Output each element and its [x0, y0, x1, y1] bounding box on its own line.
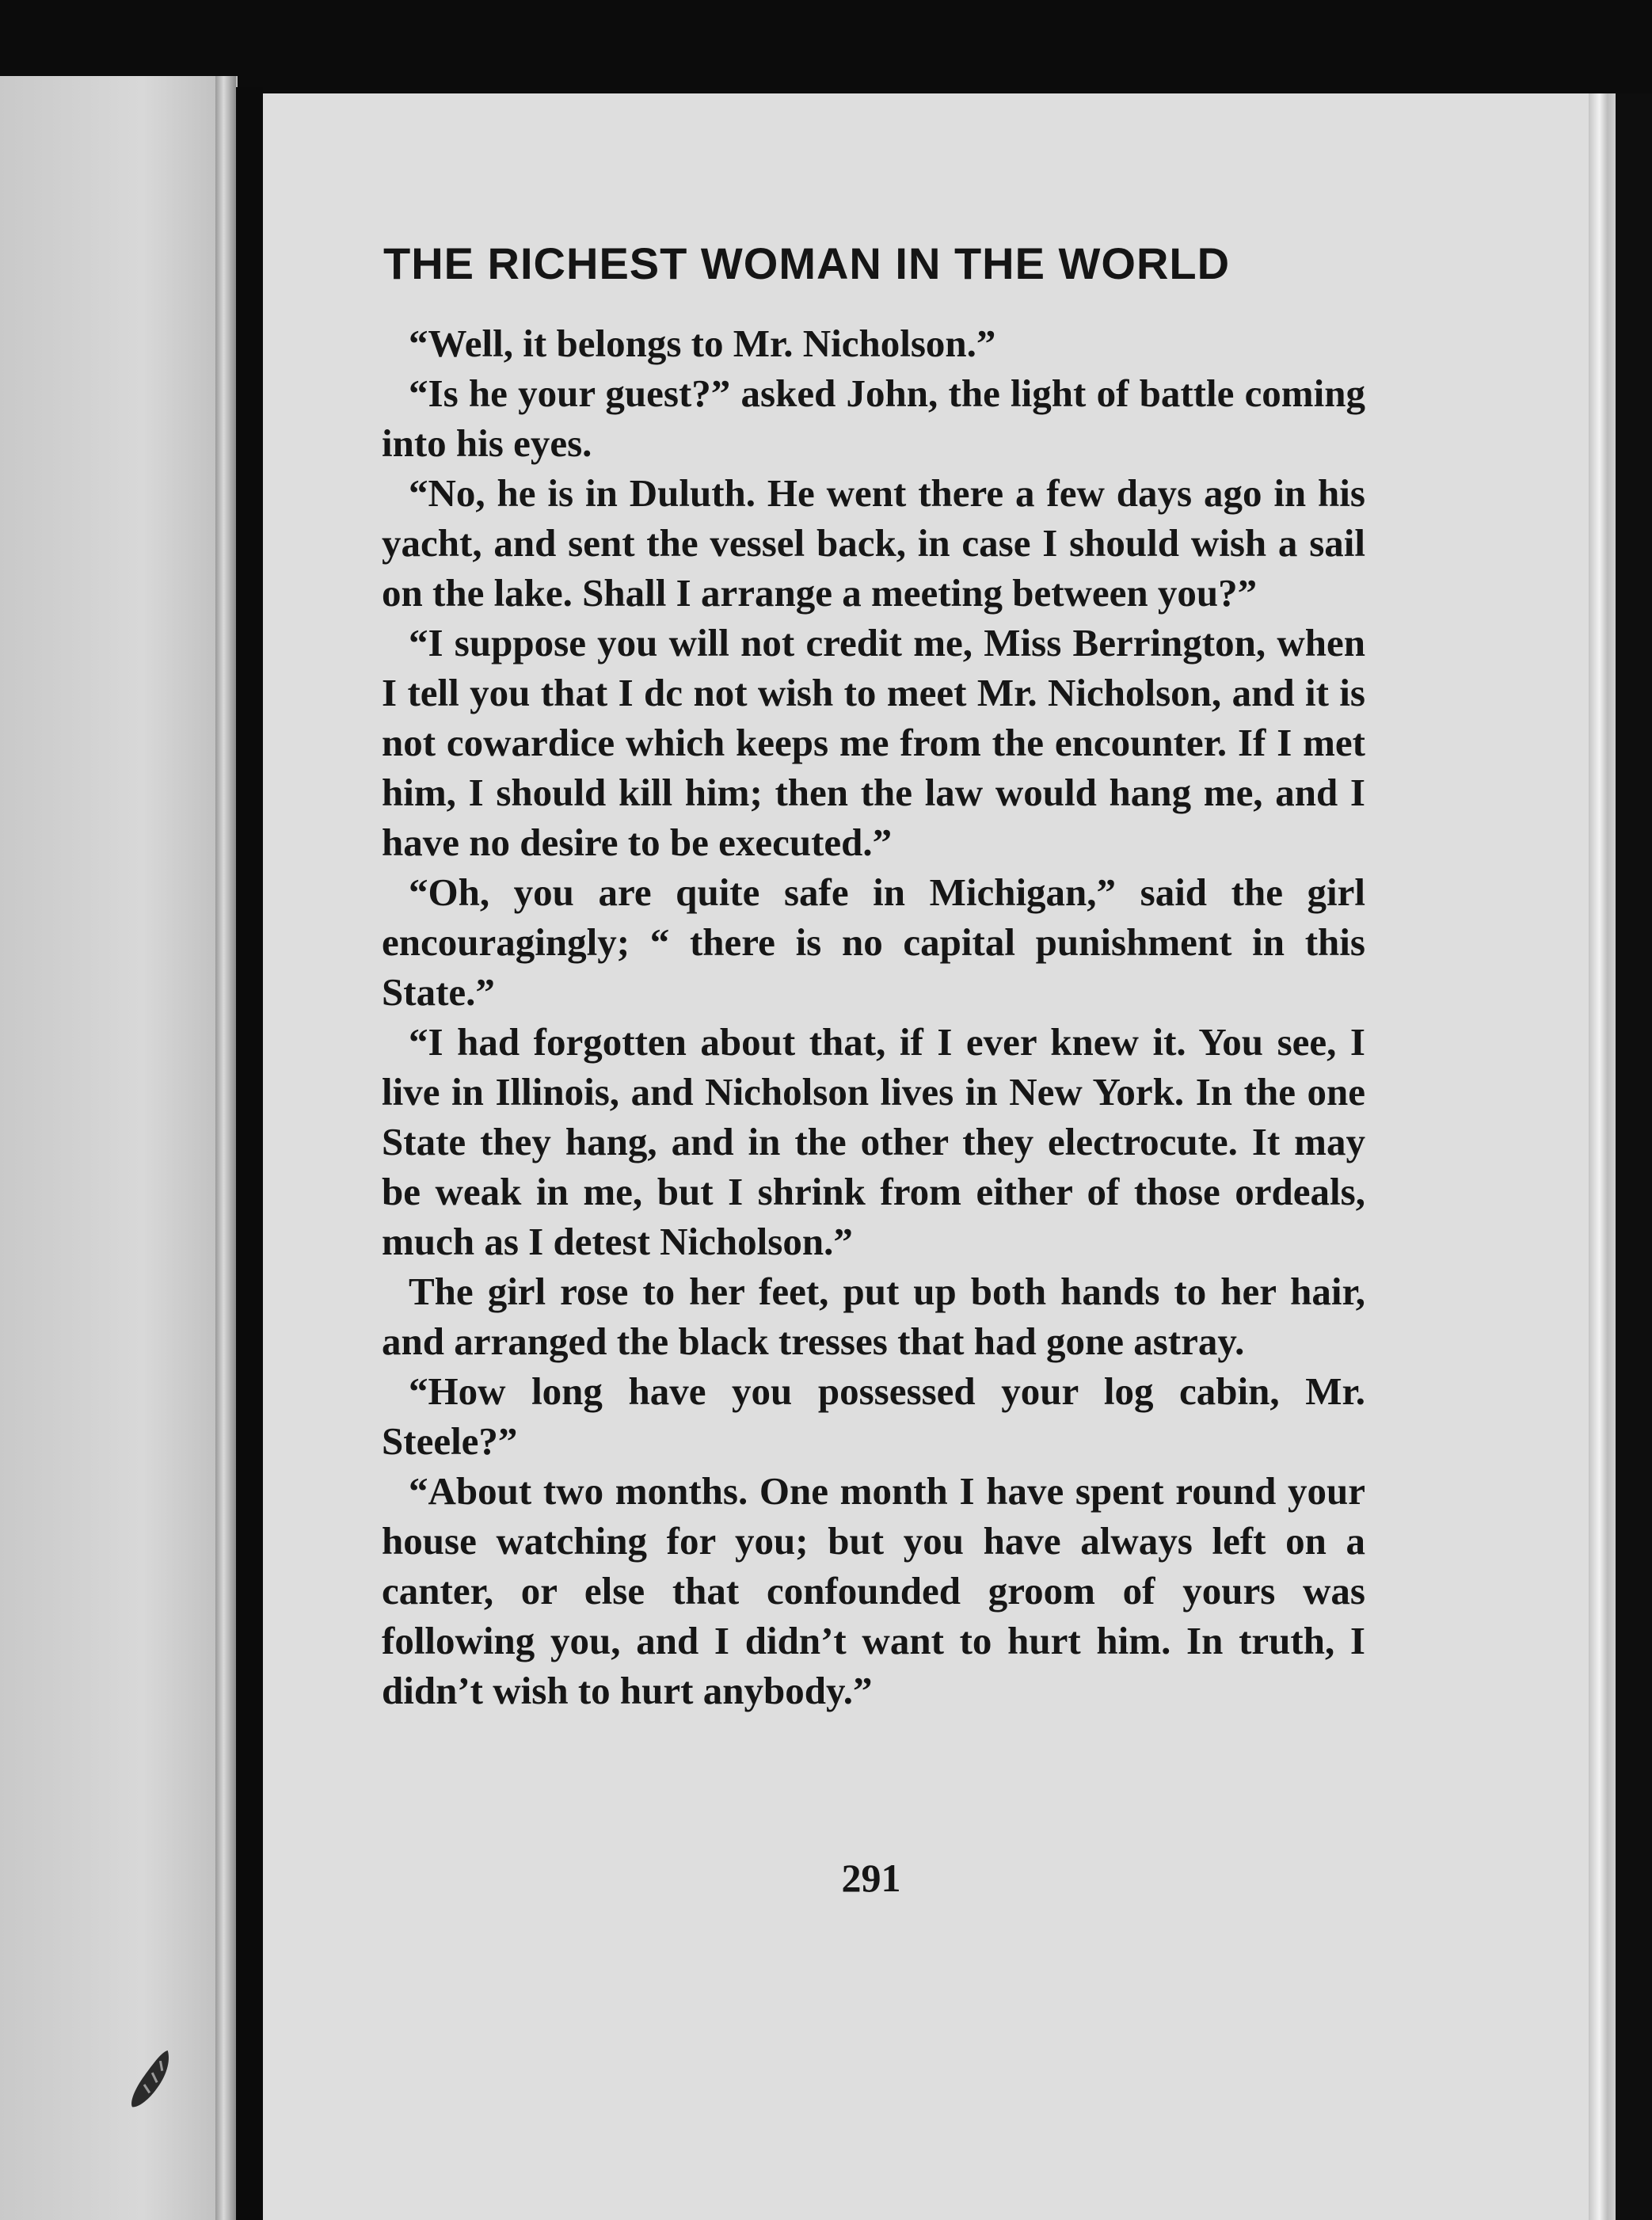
paragraph: “Is he your guest?” asked John, the light of battle coming into his eyes.: [382, 371, 1365, 465]
page-number: 291: [841, 1856, 901, 1900]
paragraph: “Oh, you are quite safe in Michigan,” said the girl encouragingly; “ there is no capital punishment in this State.”: [382, 870, 1365, 1014]
page-body: [382, 318, 1365, 1715]
page-stack-edge: [1589, 93, 1616, 2220]
facing-page-edge: [215, 76, 236, 2220]
paragraph: The girl rose to her feet, put up both hands to her hair, and arranged the black tresses that had gone astray.: [382, 1270, 1365, 1363]
paragraph: “No, he is in Duluth. He went there a few days ago in his yacht, and sent the vessel back, in case I should wish a sail on the lake. Shall I arrange a meeting between you?”: [382, 471, 1365, 615]
facing-page-left: [0, 76, 238, 2220]
paragraph: “About two months. One month I have spent round your house watching for you; but you have always left on a canter, or else that confounded groom of yours was following you, and I didn’t want to hurt him. In truth, I didn’t wish to hurt anybody.”: [382, 1469, 1365, 1712]
paragraph: “How long have you possessed your log cabin, Mr. Steele?”: [382, 1369, 1365, 1463]
paragraph: “Well, it belongs to Mr. Nicholson.”: [409, 322, 996, 365]
paragraph: “I had forgotten about that, if I ever knew it. You see, I live in Illinois, and Nicholson lives in New York. In the one State they hang, and in the other they electrocute. It may be weak in me, but I shrink from either of those ordeals, much as I detest Nicholson.”: [382, 1020, 1365, 1263]
book-gutter: [236, 87, 263, 2220]
paragraph: “I suppose you will not credit me, Miss Berrington, when I tell you that I dc not wish to meet Mr. Nicholson, and it is not cowardice which keeps me from the encounter. If I met him, I should kill him; then the law would hang me, and I have no desire to be executed.”: [382, 621, 1365, 864]
scan-right-border: [1616, 93, 1652, 2220]
running-header: THE RICHEST WOMAN IN THE WORLD: [383, 238, 1231, 288]
